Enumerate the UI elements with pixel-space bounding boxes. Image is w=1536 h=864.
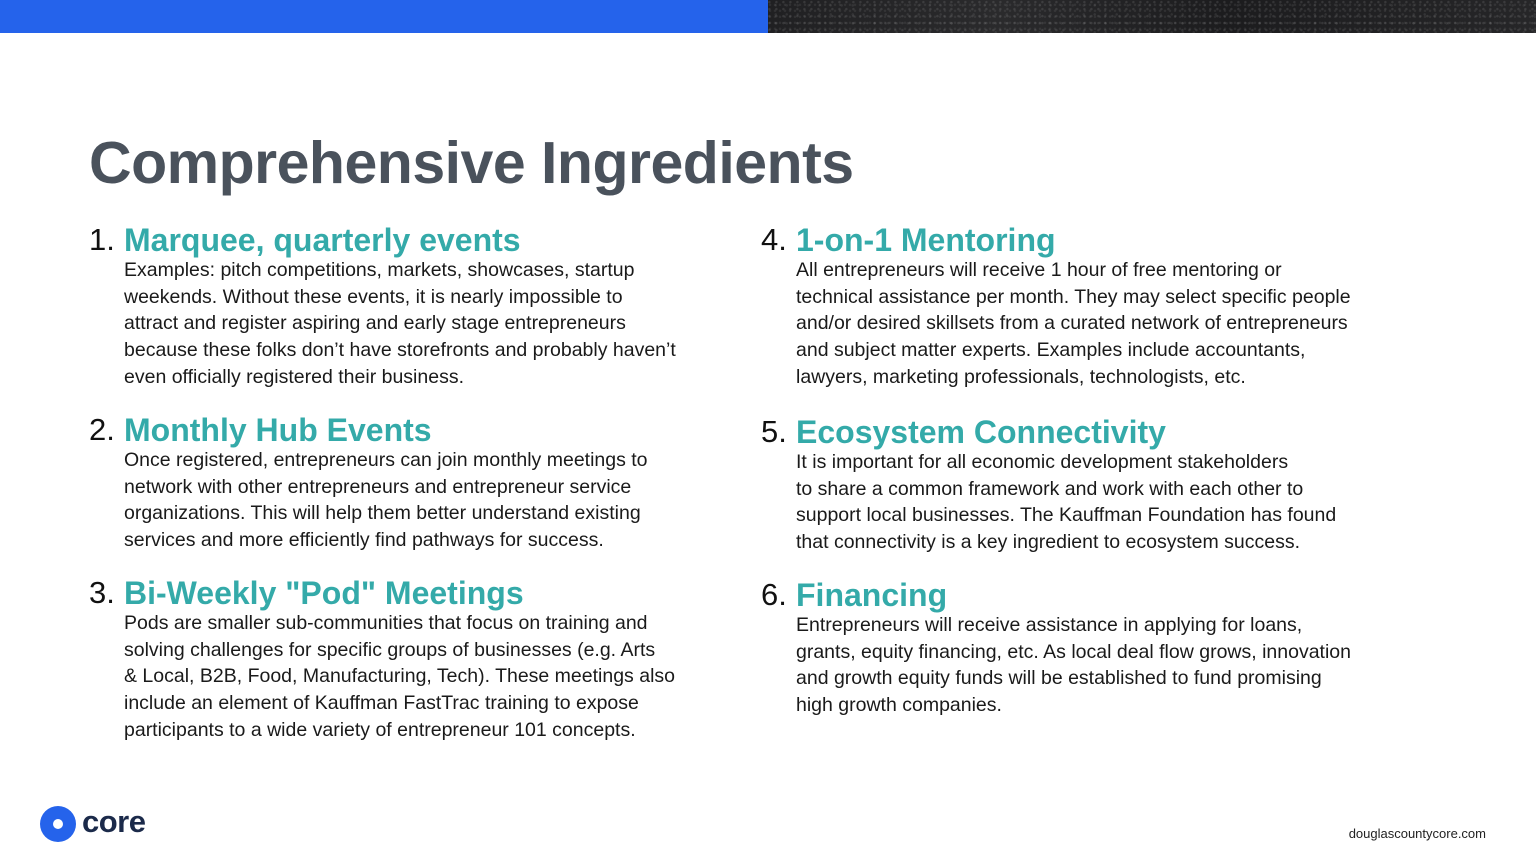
item-number: 6. [761, 577, 787, 612]
item-number: 5. [761, 414, 787, 449]
item-heading: Marquee, quarterly events [124, 222, 521, 258]
description-line: solving challenges for specific groups of businesses (e.g. Arts [124, 638, 656, 661]
description-line: because these folks don’t have storefronts and probably haven’t [124, 339, 676, 362]
description-line: technical assistance per month. They may select specific people [796, 285, 1351, 308]
description-line: Once registered, entrepreneurs can join monthly meetings to [124, 449, 648, 471]
description-line: grants, equity financing, etc. As local deal flow grows, innovation [796, 640, 1351, 663]
top-accent-bar [0, 0, 768, 33]
description-line: attract and register aspiring and early stage entrepreneurs [124, 312, 626, 335]
item-description [796, 449, 1411, 556]
description-line: support local businesses. The Kauffman Foundation has found [796, 504, 1337, 527]
logo-circle-icon [40, 806, 76, 842]
description-line: and subject matter experts. Examples include accountants, [796, 339, 1306, 362]
item-number: 1. [89, 222, 115, 257]
description-line: and growth equity funds will be established to fund promising [796, 667, 1322, 690]
description-line: high growth companies. [796, 694, 1002, 717]
description-line: weekends. Without these events, it is nearly impossible to [124, 285, 623, 308]
footer-website: douglascountycore.com [1348, 826, 1486, 841]
item-heading: Monthly Hub Events [124, 412, 432, 448]
item-description [124, 257, 739, 391]
description-line: Pods are smaller sub-communities that focus on training and [124, 612, 648, 634]
description-line: organizations. This will help them better understand existing [124, 502, 641, 525]
logo-dot [53, 819, 63, 829]
item-description [796, 612, 1411, 719]
description-line: network with other entrepreneurs and entrepreneur service [124, 475, 632, 498]
description-line: It is important for all economic development stakeholders [796, 451, 1289, 473]
description-line: lawyers, marketing professionals, technologists, etc. [796, 365, 1246, 388]
description-line: & Local, B2B, Food, Manufacturing, Tech). These meetings also [124, 665, 675, 688]
item-description [124, 610, 739, 744]
description-line: participants to a wide variety of entrepreneur 101 concepts. [124, 718, 636, 741]
item-description [796, 257, 1411, 391]
description-line: and/or desired skillsets from a curated network of entrepreneurs [796, 312, 1348, 335]
item-heading: Financing [796, 577, 948, 613]
item-number: 2. [89, 412, 115, 447]
description-line: Examples: pitch competitions, markets, showcases, startup [124, 259, 635, 281]
description-line: services and more efficiently find pathways for success. [124, 529, 604, 552]
item-number: 4. [761, 222, 787, 257]
description-line: All entrepreneurs will receive 1 hour of free mentoring or [796, 259, 1282, 281]
item-heading: Bi-Weekly "Pod" Meetings [124, 575, 524, 611]
description-line: even officially registered their business. [124, 365, 464, 388]
description-line: include an element of Kauffman FastTrac training to expose [124, 692, 639, 715]
item-heading: Ecosystem Connectivity [796, 414, 1166, 450]
slide-title: Comprehensive Ingredients [89, 130, 854, 196]
top-texture-banner [768, 0, 1536, 33]
item-number: 3. [89, 575, 115, 610]
description-line: that connectivity is a key ingredient to ecosystem success. [796, 531, 1300, 554]
logo-text: core [82, 804, 146, 839]
item-heading: 1-on-1 Mentoring [796, 222, 1056, 258]
description-line: to share a common framework and work with each other to [796, 477, 1304, 500]
description-line: Entrepreneurs will receive assistance in applying for loans, [796, 614, 1303, 636]
item-description [124, 447, 739, 554]
